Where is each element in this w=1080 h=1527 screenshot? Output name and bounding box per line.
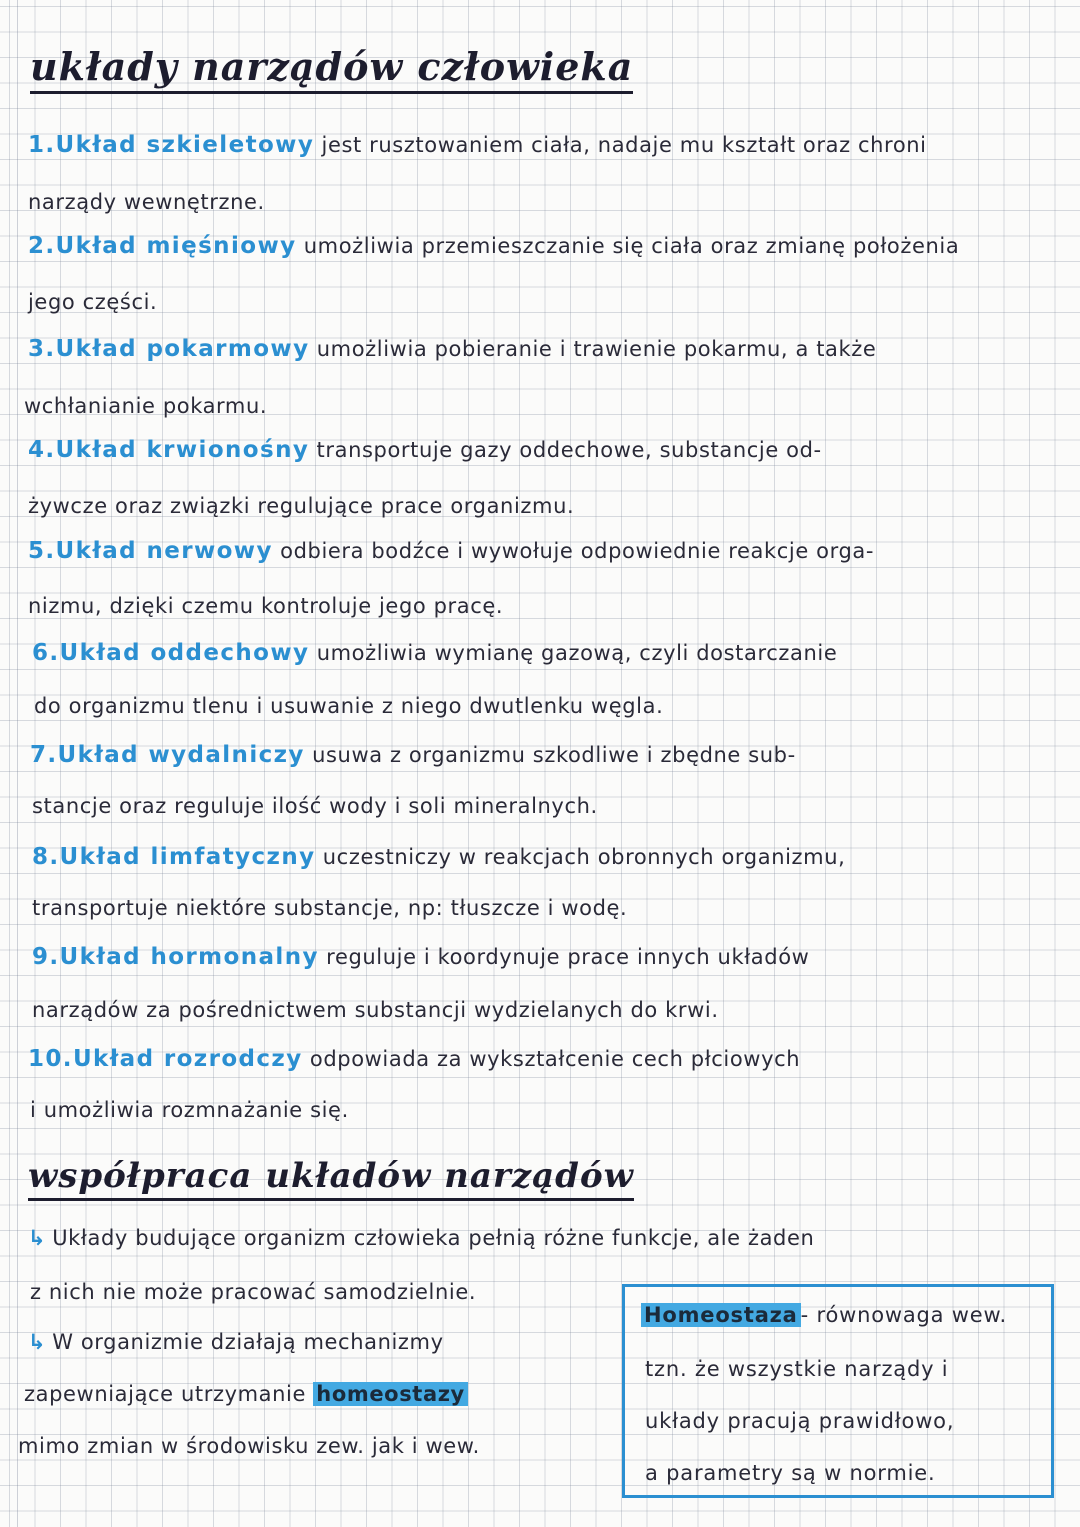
highlight-homeostazy: homeostazy [313, 1382, 468, 1406]
definition-line4: a parametry są w normie. [645, 1461, 936, 1485]
arrow-bullet-icon: ↳ [28, 1226, 47, 1250]
definition-box [622, 1284, 1054, 1498]
system-name: Układ oddechowy [59, 640, 310, 666]
cooperation-p2-line3: mimo zmian w środowisku zew. jak i wew. [18, 1434, 480, 1458]
system-number: 10. [28, 1046, 73, 1072]
definition-line3: układy pracują prawidłowo, [645, 1409, 955, 1433]
system-5-line1 [28, 538, 874, 564]
system-description: umożliwia przemieszczanie się ciała oraz zmianę położenia [303, 234, 960, 258]
system-name: Układ krwionośny [55, 437, 310, 463]
system-name: Układ mięśniowy [55, 233, 297, 259]
page-margin-line [17, 0, 18, 1527]
section-title-cooperation: współpraca układów narządów [28, 1156, 634, 1201]
arrow-bullet-icon: ↳ [28, 1330, 47, 1354]
system-7-line1 [30, 742, 796, 768]
system-8-line2: transportuje niektóre substancje, np: tłuszcze i wodę. [32, 896, 628, 920]
system-number: 9. [32, 944, 60, 970]
system-name: Układ szkieletowy [55, 132, 315, 158]
system-description: transportuje gazy oddechowe, substancje od- [316, 438, 822, 462]
system-10-line1 [28, 1046, 800, 1072]
system-number: 1. [28, 132, 56, 158]
cooperation-text: Układy budujące organizm człowieka pełnią różne funkcje, ale żaden [52, 1226, 815, 1250]
cooperation-p1-line2: z nich nie może pracować samodzielnie. [30, 1280, 477, 1304]
definition-term: Homeostaza [641, 1303, 801, 1327]
system-name: Układ limfatyczny [59, 844, 316, 870]
system-description: reguluje i koordynuje prace innych układów [326, 945, 810, 969]
system-3-line1 [28, 336, 876, 362]
system-number: 3. [28, 336, 56, 362]
system-name: Układ rozrodczy [72, 1046, 303, 1072]
system-description: umożliwia pobieranie i trawienie pokarmu, a także [316, 337, 877, 361]
definition-text: - równowaga wew. [800, 1303, 1008, 1327]
cooperation-p2-line1 [28, 1330, 444, 1354]
system-number: 4. [28, 437, 56, 463]
system-name: Układ nerwowy [55, 538, 273, 564]
system-number: 7. [30, 742, 58, 768]
cooperation-p2-line2 [24, 1382, 468, 1406]
system-name: Układ wydalniczy [57, 742, 305, 768]
system-description: odbiera bodźce i wywołuje odpowiednie reakcje orga- [280, 539, 875, 563]
system-name: Układ hormonalny [59, 944, 319, 970]
cooperation-p1-line1 [28, 1226, 814, 1250]
system-4-line1 [28, 437, 822, 463]
system-6-line2: do organizmu tlenu i usuwanie z niego dwutlenku węgla. [34, 694, 664, 718]
definition-line1 [641, 1303, 1007, 1327]
definition-line2: tzn. że wszystkie narządy i [645, 1357, 949, 1381]
system-3-line2: wchłanianie pokarmu. [24, 394, 268, 418]
system-4-line2: żywcze oraz związki regulujące prace organizmu. [28, 494, 575, 518]
system-5-line2: nizmu, dzięki czemu kontroluje jego pracę. [28, 594, 504, 618]
system-9-line1 [32, 944, 809, 970]
system-7-line2: stancje oraz reguluje ilość wody i soli mineralnych. [32, 794, 598, 818]
system-2-line1 [28, 233, 959, 259]
cooperation-text: zapewniające utrzymanie [24, 1382, 306, 1406]
cooperation-text: W organizmie działają mechanizmy [52, 1330, 444, 1354]
system-10-line2: i umożliwia rozmnażanie się. [30, 1098, 349, 1122]
system-8-line1 [32, 844, 845, 870]
system-9-line2: narządów za pośrednictwem substancji wydzielanych do krwi. [32, 998, 719, 1022]
system-description: usuwa z organizmu szkodliwe i zbędne sub- [312, 743, 796, 767]
system-description: odpowiada za wykształcenie cech płciowych [309, 1047, 801, 1071]
system-6-line1 [32, 640, 837, 666]
system-number: 2. [28, 233, 56, 259]
system-name: Układ pokarmowy [55, 336, 310, 362]
system-1-line2: narządy wewnętrzne. [28, 190, 265, 214]
system-description: umożliwia wymianę gazową, czyli dostarczanie [316, 641, 838, 665]
page-title: układy narządów człowieka [30, 44, 633, 94]
system-number: 5. [28, 538, 56, 564]
system-number: 6. [32, 640, 60, 666]
system-2-line2: jego części. [28, 290, 158, 314]
system-description: jest rusztowaniem ciała, nadaje mu kształt oraz chroni [321, 133, 927, 157]
system-1-line1 [28, 132, 927, 158]
system-description: uczestniczy w reakcjach obronnych organizmu, [322, 845, 846, 869]
system-number: 8. [32, 844, 60, 870]
